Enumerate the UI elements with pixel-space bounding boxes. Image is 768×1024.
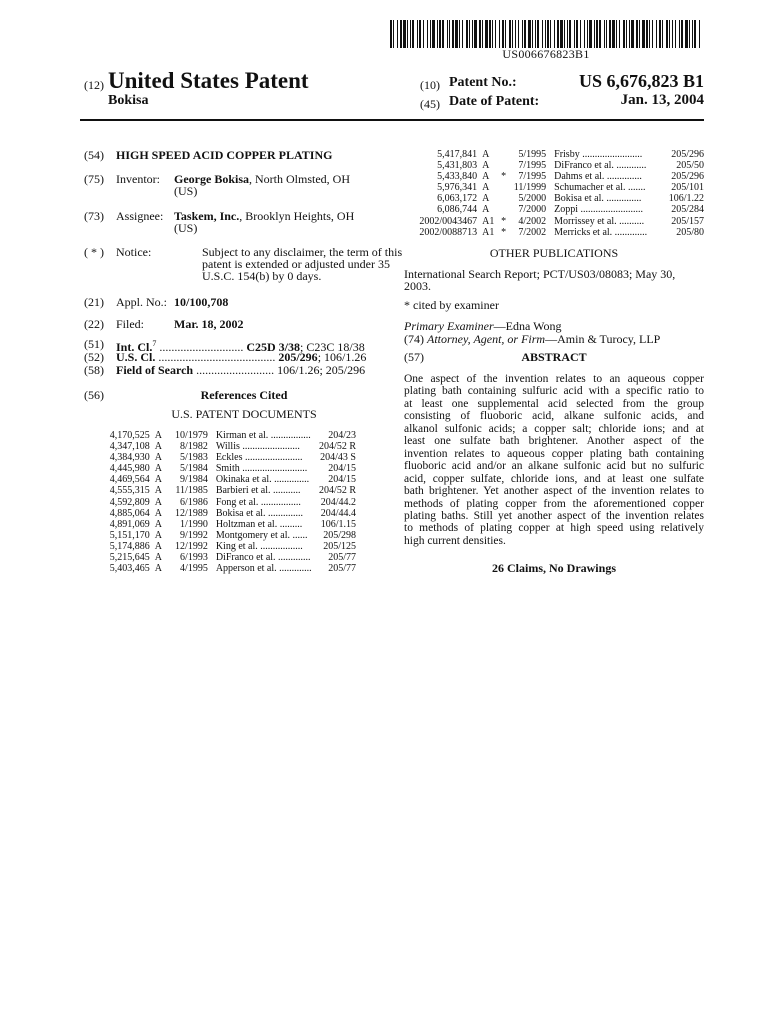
reference-star: *	[501, 226, 507, 238]
code-22: (22)	[84, 317, 104, 331]
code-52: (52)	[84, 350, 104, 364]
assignee-label: Assignee:	[116, 209, 164, 223]
reference-star	[500, 182, 508, 193]
reference-date: 5/1984	[180, 463, 208, 475]
reference-star	[500, 149, 508, 160]
reference-date: 9/1992	[180, 529, 208, 541]
reference-row	[410, 204, 704, 215]
abstract-line: One aspect of the invention relates to an aqueous copper	[404, 373, 704, 385]
inventor-country: (US)	[174, 184, 198, 198]
reference-cls: 106/1.15	[320, 518, 356, 530]
reference-kind: A	[154, 507, 163, 519]
reference-name: Schumacher et al. .......	[554, 182, 646, 194]
code-57: (57)	[404, 350, 424, 364]
reference-date: 5/2000	[518, 193, 547, 205]
reference-number: 2002/0088713	[419, 226, 478, 238]
reference-date: 6/1993	[180, 552, 208, 564]
reference-date: 5/1983	[180, 452, 208, 464]
references-right	[410, 149, 704, 238]
reference-name: Fong et al. ................	[215, 496, 301, 508]
reference-row	[410, 149, 704, 160]
reference-cls: 205/296	[671, 171, 704, 183]
abstract-line: acid, copper sulfate, chloride ions, and at least one sulfate	[404, 472, 704, 485]
reference-star	[165, 485, 173, 496]
reference-row	[108, 508, 356, 519]
reference-date: 4/2002	[518, 215, 547, 227]
abstract-line: plating baths. Still yet another aspect of the invention relates	[404, 509, 704, 522]
reference-cls: 204/15	[328, 463, 356, 475]
primary-examiner: Primary Examiner—Edna Wong	[404, 319, 562, 333]
reference-date: 7/2000	[518, 204, 547, 216]
other-publications-title: OTHER PUBLICATIONS	[489, 246, 619, 260]
reference-kind: A	[154, 485, 163, 497]
reference-cls: 205/77	[328, 552, 356, 564]
reference-kind: A1	[482, 215, 495, 227]
code-51: (51)	[84, 337, 104, 351]
reference-kind: A	[154, 452, 163, 464]
reference-row	[410, 182, 704, 193]
abstract-line: to methods of plating copper at high speed using relatively	[404, 522, 704, 535]
reference-row	[108, 552, 356, 563]
reference-name: DiFranco et al. .............	[215, 552, 311, 564]
reference-star	[165, 530, 173, 541]
code-75: (75)	[84, 172, 104, 186]
notice-label: Notice:	[116, 245, 152, 259]
reference-kind: A	[154, 552, 163, 564]
reference-name: Okinaka et al. ..............	[215, 474, 310, 486]
reference-star: *	[501, 215, 507, 227]
reference-cls: 204/44.4	[320, 507, 356, 519]
reference-cls: 204/44.2	[320, 496, 356, 508]
reference-cls: 205/298	[323, 529, 356, 541]
reference-kind: A	[482, 182, 490, 194]
reference-row	[108, 541, 356, 552]
reference-name: Barbieri et al. ...........	[215, 485, 301, 497]
reference-star	[165, 441, 173, 452]
reference-number: 5,433,840	[437, 171, 478, 183]
reference-name: Zoppi .........................	[554, 204, 644, 216]
abstract-line: plating bath containing sulfuric acid with a specific ratio to	[404, 385, 704, 398]
code-12: (12)	[84, 78, 104, 92]
reference-star: *	[501, 171, 507, 183]
abstract-line: least one sulfate bath brightener. Another aspect of the	[404, 435, 704, 448]
reference-kind: A	[154, 441, 163, 453]
reference-kind: A	[482, 149, 490, 160]
reference-date: 11/1985	[175, 485, 208, 497]
reference-date: 7/1995	[518, 171, 547, 183]
reference-name: Holtzman et al. .........	[215, 518, 303, 530]
reference-kind: A	[154, 474, 163, 486]
invention-title: HIGH SPEED ACID COPPER PLATING	[116, 148, 333, 162]
reference-row	[108, 485, 356, 496]
reference-star	[165, 463, 173, 474]
reference-cls: 205/284	[671, 204, 704, 216]
abstract-title: ABSTRACT	[521, 350, 587, 364]
reference-name: Merricks et al. .............	[554, 226, 648, 238]
reference-name: Montgomery et al. ......	[215, 529, 308, 541]
abstract-text	[404, 373, 704, 547]
reference-star	[500, 204, 508, 215]
filed-date: Mar. 18, 2002	[174, 317, 244, 331]
header-rule	[80, 119, 704, 121]
reference-date: 12/1989	[175, 507, 208, 519]
assignee-line: Taskem, Inc., Brooklyn Heights, OH	[174, 209, 355, 223]
reference-name: Frisby ........................	[554, 149, 643, 160]
reference-star	[165, 552, 173, 563]
reference-number: 4,592,809	[109, 496, 150, 508]
reference-star	[500, 193, 508, 204]
code-45: (45)	[420, 97, 440, 111]
reference-name: DiFranco et al. ............	[554, 160, 647, 172]
reference-name: Bokisa et al. ..............	[554, 193, 642, 205]
reference-cls: 205/77	[328, 563, 356, 575]
reference-star	[165, 508, 173, 519]
reference-row	[410, 171, 704, 182]
reference-name: King et al. .................	[215, 540, 303, 552]
reference-number: 4,384,930	[109, 452, 150, 464]
reference-number: 4,885,064	[109, 507, 150, 519]
inventor-label: Inventor:	[116, 172, 160, 186]
reference-number: 6,086,744	[437, 204, 478, 216]
reference-number: 4,469,564	[109, 474, 150, 486]
references-left	[108, 430, 356, 574]
reference-number: 5,174,886	[109, 540, 150, 552]
inventor-short: Bokisa	[108, 93, 149, 108]
reference-number: 2002/0043467	[419, 215, 478, 227]
reference-row	[108, 519, 356, 530]
reference-number: 5,151,170	[109, 529, 150, 541]
document-title: United States Patent	[108, 68, 309, 93]
cited-by-examiner: * cited by examiner	[404, 298, 499, 312]
code-73: (73)	[84, 209, 104, 223]
notice-line-1: Subject to any disclaimer, the term of this	[202, 245, 403, 259]
reference-kind: A	[154, 529, 163, 541]
reference-name: Bokisa et al. ..............	[215, 507, 304, 519]
reference-cls: 204/23	[328, 430, 356, 441]
abstract-line: invention relates to aqueous copper plating bath containing	[404, 447, 704, 460]
reference-kind: A	[154, 463, 163, 475]
assignee-country: (US)	[174, 221, 198, 235]
reference-number: 4,170,525	[109, 430, 150, 441]
reference-row	[108, 463, 356, 474]
reference-date: 7/2002	[518, 226, 547, 238]
patent-date: Jan. 13, 2004	[620, 92, 704, 108]
reference-date: 10/1979	[175, 430, 208, 441]
reference-star	[165, 452, 173, 463]
abstract-line: bath brightener. Yet another aspect of the invention relates to	[404, 485, 704, 498]
barcode	[390, 20, 702, 48]
reference-cls: 204/15	[328, 474, 356, 486]
reference-cls: 205/296	[671, 149, 704, 160]
us-patent-documents-title: U.S. PATENT DOCUMENTS	[171, 407, 317, 421]
reference-kind: A	[154, 518, 163, 530]
reference-kind: A	[154, 430, 163, 441]
reference-star	[165, 541, 173, 552]
reference-kind: A	[154, 540, 163, 552]
reference-kind: A	[482, 171, 490, 183]
reference-date: 12/1992	[175, 540, 208, 552]
abstract-line: at least one supplemental acid selected from the group	[404, 397, 704, 410]
reference-number: 4,891,069	[109, 518, 150, 530]
reference-number: 5,417,841	[437, 149, 478, 160]
code-notice: ( * )	[84, 245, 104, 259]
reference-name: Morrissey et al. ..........	[554, 215, 645, 227]
field-of-search-line: Field of Search .......................... 106/1.26; 205/296	[116, 363, 366, 377]
reference-name: Apperson et al. .............	[215, 563, 312, 575]
reference-row	[410, 227, 704, 238]
abstract-line: fluoboric acid and/or an alkane sulfonic acid but no sulfuric	[404, 460, 704, 473]
reference-kind: A	[482, 204, 490, 216]
reference-star	[165, 474, 173, 485]
date-label: Date of Patent:	[449, 94, 540, 109]
reference-star	[165, 563, 173, 574]
abstract-line: high current densities.	[404, 534, 506, 547]
code-54: (54)	[84, 148, 104, 162]
us-cl-line: U.S. Cl. ....................................... 205/296; 106/1.26	[116, 350, 367, 364]
reference-star	[165, 430, 173, 441]
reference-number: 5,431,803	[437, 160, 478, 172]
reference-kind: A	[482, 160, 490, 172]
other-pub-line-2: 2003.	[404, 279, 431, 293]
reference-row	[410, 160, 704, 171]
reference-number: 4,555,315	[109, 485, 150, 497]
reference-cls: 106/1.22	[668, 193, 704, 205]
reference-kind: A	[154, 563, 163, 575]
attorney-line: (74) Attorney, Agent, or Firm—Amin & Turocy, LLP	[404, 332, 661, 346]
reference-star	[500, 160, 508, 171]
other-pub-line-1: International Search Report; PCT/US03/08083; May 30,	[404, 267, 676, 281]
notice-line-2: patent is extended or adjusted under 35	[202, 257, 390, 271]
barcode-number: US006676823B1	[502, 47, 590, 61]
abstract-line: methods of plating copper from the aforementioned copper	[404, 497, 704, 510]
reference-name: Willis .......................	[215, 441, 300, 453]
reference-kind: A1	[482, 226, 495, 238]
reference-cls: 205/101	[671, 182, 704, 194]
reference-star	[165, 497, 173, 508]
reference-row	[108, 474, 356, 485]
reference-row	[108, 563, 356, 574]
reference-number: 5,215,645	[109, 552, 150, 564]
filed-label: Filed:	[116, 317, 145, 331]
int-cl-line: Int. Cl.$^7$ ............................ C25D 3/38; C23C 18/38	[116, 339, 365, 354]
reference-row	[410, 216, 704, 227]
reference-row	[108, 530, 356, 541]
reference-date: 7/1995	[518, 160, 547, 172]
patent-number: US 6,676,823 B1	[578, 71, 704, 91]
abstract-line: alkanol sulfonic acids; a copper salt; chloride ions; and at	[404, 422, 704, 435]
reference-kind: A	[482, 193, 490, 205]
reference-date: 6/1986	[180, 496, 208, 508]
reference-row	[108, 452, 356, 463]
reference-cls: 204/52 R	[319, 441, 356, 453]
references-cited-title: References Cited	[200, 388, 288, 402]
reference-number: 4,347,108	[109, 441, 150, 453]
reference-row	[410, 193, 704, 204]
code-58: (58)	[84, 363, 104, 377]
reference-row	[108, 441, 356, 452]
reference-name: Dahms et al. ..............	[554, 171, 642, 183]
reference-cls: 205/80	[676, 226, 704, 238]
code-21: (21)	[84, 295, 104, 309]
patent-no-label: Patent No.:	[449, 75, 517, 90]
reference-date: 1/1990	[180, 518, 208, 530]
reference-date: 5/1995	[518, 149, 547, 160]
reference-cls: 204/52 R	[319, 485, 356, 497]
reference-name: Smith ..........................	[215, 463, 308, 475]
reference-cls: 205/50	[676, 160, 704, 172]
reference-cls: 204/43 S	[320, 452, 356, 464]
reference-star	[165, 519, 173, 530]
appl-label: Appl. No.:	[116, 295, 167, 309]
reference-row	[108, 430, 356, 441]
reference-date: 9/1984	[180, 474, 208, 486]
reference-number: 4,445,980	[109, 463, 150, 475]
reference-number: 5,976,341	[437, 182, 478, 194]
code-56: (56)	[84, 388, 104, 402]
appl-number: 10/100,708	[174, 295, 229, 309]
reference-number: 6,063,172	[437, 193, 478, 205]
reference-row	[108, 497, 356, 508]
claims-summary: 26 Claims, No Drawings	[491, 561, 616, 575]
reference-cls: 205/125	[323, 540, 356, 552]
notice-line-3: U.S.C. 154(b) by 0 days.	[202, 269, 322, 283]
abstract-line: consisting of fluoboric acid, alkane sulfonic acids, and	[404, 410, 704, 423]
reference-name: Eckles .......................	[215, 452, 303, 464]
reference-number: 5,403,465	[109, 563, 150, 575]
reference-name: Kirman et al. ................	[215, 430, 311, 441]
reference-cls: 205/157	[671, 215, 704, 227]
reference-kind: A	[154, 496, 163, 508]
code-10: (10)	[420, 78, 440, 92]
reference-date: 11/1999	[513, 182, 547, 194]
reference-date: 4/1995	[180, 563, 208, 575]
inventor-line: George Bokisa, North Olmsted, OH	[174, 172, 350, 186]
reference-date: 8/1982	[180, 441, 208, 453]
